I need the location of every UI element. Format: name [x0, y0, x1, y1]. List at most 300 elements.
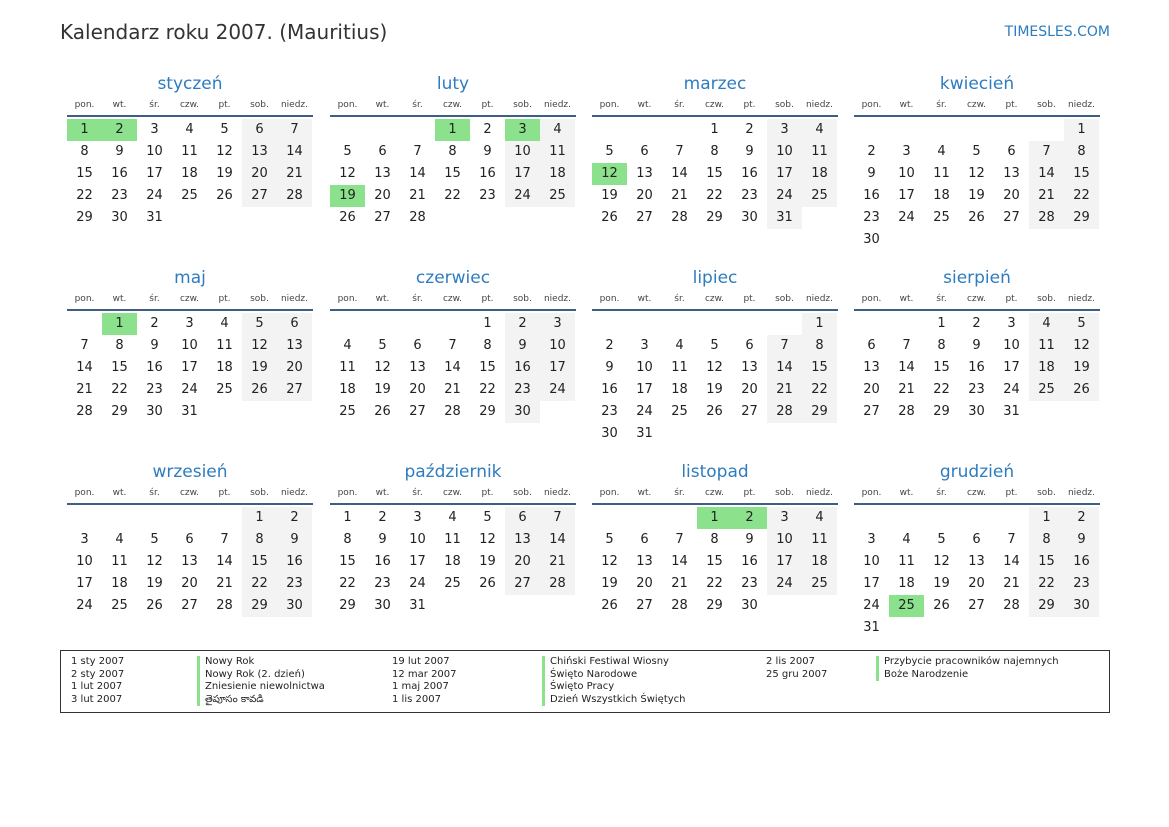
- day-cell: 10: [76, 554, 93, 569]
- day-cell: 30: [146, 404, 163, 419]
- day-cell: 20: [636, 576, 653, 591]
- day-cell: 24: [1003, 382, 1020, 397]
- day-cell: 10: [863, 554, 880, 569]
- day-cell: 14: [216, 554, 233, 569]
- weekday-label: sob.: [513, 488, 532, 498]
- empty-cell: [697, 313, 732, 335]
- day-cell: 24: [409, 576, 426, 591]
- day-cell: 5: [972, 144, 981, 159]
- day-cell: 14: [76, 360, 93, 375]
- day-cell: 27: [636, 210, 653, 225]
- weekday-label: sob.: [1037, 100, 1056, 110]
- day-cell: 11: [444, 532, 461, 547]
- month-calendar: [854, 461, 1100, 639]
- month-calendar: [854, 73, 1100, 251]
- day-cell: 21: [1003, 576, 1020, 591]
- weekday-label: sob.: [250, 100, 269, 110]
- day-cell: 7: [413, 144, 422, 159]
- day-cell: 20: [505, 551, 540, 573]
- day-cell: 23: [968, 382, 985, 397]
- day-cell: 6: [505, 507, 540, 529]
- month-calendar: [67, 461, 313, 617]
- day-cell: 11: [671, 360, 688, 375]
- legend-date: 2 sty 2007: [71, 668, 125, 680]
- day-cell: 22: [339, 576, 356, 591]
- month-name: czerwiec: [415, 268, 491, 288]
- day-cell: 5: [242, 313, 277, 335]
- day-cell: 15: [706, 166, 723, 181]
- day-grid: [67, 117, 313, 229]
- day-cell: 12: [933, 554, 950, 569]
- day-cell: 30: [505, 401, 540, 423]
- day-cell: 18: [1029, 357, 1064, 379]
- empty-cell: [1029, 119, 1064, 141]
- day-cell: 21: [216, 576, 233, 591]
- day-cell: 3: [867, 532, 876, 547]
- day-cell: 21: [1029, 185, 1064, 207]
- day-cell: 3: [640, 338, 649, 353]
- legend-date: 25 gru 2007: [766, 668, 828, 680]
- day-cell: 2: [102, 119, 137, 141]
- day-cell: 2: [378, 510, 387, 525]
- day-cell: 20: [374, 188, 391, 203]
- day-cell: 10: [898, 166, 915, 181]
- legend-date: 1 lut 2007: [71, 681, 123, 693]
- day-grid: [67, 505, 313, 617]
- weekday-label: sob.: [1037, 488, 1056, 498]
- day-cell: 25: [933, 210, 950, 225]
- day-cell: 6: [867, 338, 876, 353]
- month-calendar: [592, 461, 838, 617]
- day-cell: 4: [115, 532, 124, 547]
- weekday-label: pt.: [218, 294, 231, 304]
- day-cell: 19: [216, 166, 233, 181]
- page-title: Kalendarz roku 2007. (Mauritius): [60, 20, 388, 44]
- weekday-label: pt.: [1005, 100, 1018, 110]
- month-calendar: [330, 73, 576, 229]
- weekday-header: [592, 485, 838, 505]
- day-cell: 25: [889, 595, 924, 617]
- day-cell: 30: [968, 404, 985, 419]
- day-cell: 27: [181, 598, 198, 613]
- weekday-label: czw.: [966, 488, 987, 498]
- weekday-label: pon.: [861, 488, 882, 498]
- day-cell: 8: [115, 338, 124, 353]
- empty-cell: [662, 507, 697, 529]
- day-cell: 3: [767, 507, 802, 529]
- day-cell: 29: [802, 401, 837, 423]
- day-cell: 5: [1064, 313, 1099, 335]
- empty-cell: [207, 507, 242, 529]
- legend-holiday-name: Nowy Rok: [197, 656, 325, 669]
- day-cell: 9: [745, 144, 754, 159]
- day-grid: [67, 311, 313, 423]
- day-cell: 10: [181, 338, 198, 353]
- day-cell: 30: [277, 595, 312, 617]
- empty-cell: [994, 119, 1029, 141]
- day-cell: 5: [150, 532, 159, 547]
- day-cell: 8: [483, 338, 492, 353]
- weekday-label: śr.: [149, 488, 160, 498]
- month-name: styczeń: [157, 74, 223, 94]
- weekday-label: czw.: [442, 100, 463, 110]
- day-cell: 9: [115, 144, 124, 159]
- day-cell: 17: [767, 551, 802, 573]
- legend-holiday-name: Święto Narodowe: [542, 669, 686, 682]
- day-cell: 20: [863, 382, 880, 397]
- legend-date: 1 lis 2007: [392, 693, 441, 705]
- day-cell: 8: [710, 144, 719, 159]
- day-cell: 25: [339, 404, 356, 419]
- day-cell: 1: [802, 313, 837, 335]
- day-cell: 21: [671, 576, 688, 591]
- day-cell: 2: [277, 507, 312, 529]
- weekday-label: śr.: [149, 294, 160, 304]
- day-cell: 22: [111, 382, 128, 397]
- month-calendar: [592, 267, 838, 445]
- empty-cell: [67, 507, 102, 529]
- day-cell: 27: [741, 404, 758, 419]
- day-cell: 26: [601, 598, 618, 613]
- day-cell: 31: [636, 426, 653, 441]
- day-cell: 16: [146, 360, 163, 375]
- month-name: listopad: [681, 462, 749, 482]
- empty-cell: [592, 119, 627, 141]
- weekday-label: czw.: [179, 294, 200, 304]
- day-cell: 5: [605, 532, 614, 547]
- day-cell: 2: [483, 122, 492, 137]
- day-cell: 12: [706, 360, 723, 375]
- day-cell: 29: [1064, 207, 1099, 229]
- empty-cell: [102, 507, 137, 529]
- day-cell: 5: [710, 338, 719, 353]
- day-cell: 9: [605, 360, 614, 375]
- day-cell: 20: [409, 382, 426, 397]
- weekday-label: pt.: [481, 488, 494, 498]
- weekday-label: czw.: [704, 100, 725, 110]
- weekday-label: pt.: [481, 100, 494, 110]
- month-calendar: [330, 461, 576, 617]
- day-cell: 13: [968, 554, 985, 569]
- day-cell: 16: [968, 360, 985, 375]
- day-cell: 1: [697, 507, 732, 529]
- day-grid: [854, 117, 1100, 251]
- day-cell: 24: [767, 185, 802, 207]
- day-cell: 9: [483, 144, 492, 159]
- weekday-label: pt.: [1005, 294, 1018, 304]
- day-cell: 5: [483, 510, 492, 525]
- day-cell: 14: [540, 529, 575, 551]
- day-cell: 25: [181, 188, 198, 203]
- day-cell: 6: [413, 338, 422, 353]
- day-cell: 13: [242, 141, 277, 163]
- day-cell: 10: [409, 532, 426, 547]
- day-cell: 30: [374, 598, 391, 613]
- day-grid: [854, 311, 1100, 423]
- day-cell: 9: [745, 532, 754, 547]
- legend-holiday-name: Dzień Wszystkich Świętych: [542, 694, 686, 707]
- day-cell: 17: [540, 357, 575, 379]
- day-grid: [592, 311, 838, 445]
- weekday-label: pon.: [337, 294, 358, 304]
- day-cell: 30: [741, 210, 758, 225]
- day-cell: 9: [972, 338, 981, 353]
- day-cell: 13: [409, 360, 426, 375]
- empty-cell: [732, 313, 767, 335]
- weekday-label: śr.: [412, 100, 423, 110]
- day-cell: 28: [409, 210, 426, 225]
- day-grid: [854, 505, 1100, 639]
- weekday-label: wt.: [899, 488, 914, 498]
- day-cell: 23: [741, 576, 758, 591]
- day-cell: 13: [374, 166, 391, 181]
- day-grid: [592, 117, 838, 229]
- day-cell: 21: [76, 382, 93, 397]
- weekday-label: pt.: [1005, 488, 1018, 498]
- day-cell: 24: [863, 598, 880, 613]
- weekday-label: śr.: [149, 100, 160, 110]
- brand-link[interactable]: TIMESLES.COM: [1004, 24, 1110, 40]
- day-cell: 22: [706, 188, 723, 203]
- day-cell: 29: [76, 210, 93, 225]
- weekday-label: niedz.: [805, 294, 834, 304]
- day-cell: 10: [767, 141, 802, 163]
- day-cell: 21: [444, 382, 461, 397]
- day-cell: 13: [277, 335, 312, 357]
- day-cell: 22: [242, 573, 277, 595]
- day-cell: 4: [802, 507, 837, 529]
- day-cell: 11: [933, 166, 950, 181]
- weekday-header: [67, 97, 313, 117]
- day-cell: 26: [706, 404, 723, 419]
- day-cell: 13: [636, 554, 653, 569]
- day-cell: 17: [146, 166, 163, 181]
- day-cell: 16: [741, 166, 758, 181]
- weekday-label: śr.: [936, 488, 947, 498]
- day-cell: 12: [1064, 335, 1099, 357]
- weekday-label: pt.: [218, 100, 231, 110]
- weekday-label: wt.: [637, 488, 652, 498]
- day-cell: 27: [968, 598, 985, 613]
- day-cell: 3: [80, 532, 89, 547]
- day-cell: 11: [802, 529, 837, 551]
- day-cell: 18: [444, 554, 461, 569]
- weekday-label: niedz.: [805, 100, 834, 110]
- weekday-label: pon.: [74, 488, 95, 498]
- day-cell: 1: [710, 122, 719, 137]
- day-grid: [330, 505, 576, 617]
- day-cell: 5: [937, 532, 946, 547]
- legend-names-3: [876, 656, 1059, 681]
- day-cell: 27: [242, 185, 277, 207]
- day-cell: 1: [435, 119, 470, 141]
- day-cell: 21: [671, 188, 688, 203]
- month-calendar: [592, 73, 838, 229]
- day-cell: 1: [937, 316, 946, 331]
- weekday-label: sob.: [250, 488, 269, 498]
- weekday-header: [592, 291, 838, 311]
- day-cell: 10: [767, 529, 802, 551]
- month-calendar: [67, 73, 313, 229]
- day-cell: 25: [671, 404, 688, 419]
- day-cell: 12: [968, 166, 985, 181]
- day-cell: 1: [1029, 507, 1064, 529]
- day-cell: 21: [540, 551, 575, 573]
- day-cell: 19: [601, 188, 618, 203]
- weekday-label: czw.: [966, 294, 987, 304]
- day-cell: 19: [479, 554, 496, 569]
- day-cell: 3: [902, 144, 911, 159]
- day-cell: 31: [409, 598, 426, 613]
- empty-cell: [854, 507, 889, 529]
- legend-names-1: [197, 656, 325, 706]
- day-cell: 27: [374, 210, 391, 225]
- day-cell: 24: [636, 404, 653, 419]
- day-cell: 11: [802, 141, 837, 163]
- legend-dates-1: [71, 656, 124, 706]
- empty-cell: [592, 313, 627, 335]
- day-cell: 16: [479, 166, 496, 181]
- day-cell: 28: [540, 573, 575, 595]
- day-cell: 16: [111, 166, 128, 181]
- day-cell: 24: [505, 185, 540, 207]
- day-cell: 27: [636, 598, 653, 613]
- day-cell: 17: [863, 576, 880, 591]
- month-name: październik: [404, 462, 502, 482]
- day-cell: 29: [706, 598, 723, 613]
- day-cell: 24: [76, 598, 93, 613]
- day-cell: 27: [863, 404, 880, 419]
- month-name: marzec: [683, 74, 747, 94]
- day-cell: 21: [277, 163, 312, 185]
- weekday-header: [67, 291, 313, 311]
- legend-date: 2 lis 2007: [766, 656, 815, 667]
- day-cell: 22: [1064, 185, 1099, 207]
- legend-dates-3: [766, 656, 827, 681]
- day-cell: 8: [710, 532, 719, 547]
- day-cell: 29: [242, 595, 277, 617]
- weekday-label: pon.: [599, 100, 620, 110]
- weekday-label: pon.: [599, 294, 620, 304]
- empty-cell: [400, 119, 435, 141]
- weekday-header: [854, 485, 1100, 505]
- day-cell: 3: [413, 510, 422, 525]
- weekday-label: pon.: [74, 294, 95, 304]
- empty-cell: [400, 313, 435, 335]
- day-cell: 11: [1029, 335, 1064, 357]
- month-name: maj: [174, 268, 206, 288]
- day-cell: 2: [605, 338, 614, 353]
- weekday-label: śr.: [412, 294, 423, 304]
- legend-holiday-name: Chiński Festiwal Wiosny: [542, 656, 686, 669]
- weekday-label: niedz.: [280, 100, 309, 110]
- legend-holiday-name: తైపూసం కావడి: [197, 694, 325, 707]
- weekday-label: sob.: [250, 294, 269, 304]
- day-cell: 17: [767, 163, 802, 185]
- day-cell: 2: [732, 507, 767, 529]
- day-cell: 26: [339, 210, 356, 225]
- day-cell: 22: [479, 382, 496, 397]
- legend-holiday-name: Zniesienie niewolnictwa: [197, 681, 325, 694]
- day-cell: 11: [540, 141, 575, 163]
- empty-cell: [627, 119, 662, 141]
- day-cell: 8: [802, 335, 837, 357]
- empty-cell: [67, 313, 102, 335]
- day-cell: 19: [706, 382, 723, 397]
- day-cell: 18: [339, 382, 356, 397]
- day-cell: 18: [216, 360, 233, 375]
- day-cell: 15: [933, 360, 950, 375]
- day-cell: 13: [863, 360, 880, 375]
- weekday-label: śr.: [412, 488, 423, 498]
- day-cell: 1: [483, 316, 492, 331]
- month-name: grudzień: [939, 462, 1015, 482]
- empty-cell: [889, 313, 924, 335]
- day-cell: 14: [898, 360, 915, 375]
- day-cell: 25: [540, 185, 575, 207]
- day-cell: 14: [277, 141, 312, 163]
- day-cell: 26: [968, 210, 985, 225]
- day-cell: 22: [802, 379, 837, 401]
- day-cell: 19: [374, 382, 391, 397]
- day-cell: 19: [933, 576, 950, 591]
- weekday-label: pon.: [861, 294, 882, 304]
- weekday-label: śr.: [674, 294, 685, 304]
- day-grid: [592, 505, 838, 617]
- day-cell: 7: [220, 532, 229, 547]
- day-cell: 11: [181, 144, 198, 159]
- day-cell: 19: [601, 576, 618, 591]
- weekday-label: sob.: [775, 100, 794, 110]
- day-cell: 28: [1029, 207, 1064, 229]
- day-grid: [330, 311, 576, 423]
- empty-cell: [627, 313, 662, 335]
- legend-holiday-name: Święto Pracy: [542, 681, 686, 694]
- day-cell: 28: [1003, 598, 1020, 613]
- month-calendar: [67, 267, 313, 423]
- weekday-label: sob.: [513, 100, 532, 110]
- day-cell: 22: [76, 188, 93, 203]
- day-cell: 19: [330, 185, 365, 207]
- weekday-label: wt.: [112, 294, 127, 304]
- weekday-label: wt.: [375, 488, 390, 498]
- day-cell: 28: [444, 404, 461, 419]
- day-cell: 23: [1064, 573, 1099, 595]
- day-cell: 14: [1003, 554, 1020, 569]
- day-cell: 8: [343, 532, 352, 547]
- day-cell: 3: [505, 119, 540, 141]
- day-cell: 5: [605, 144, 614, 159]
- weekday-label: czw.: [442, 294, 463, 304]
- weekday-label: pt.: [743, 488, 756, 498]
- weekday-label: śr.: [936, 100, 947, 110]
- day-cell: 26: [601, 210, 618, 225]
- weekday-label: niedz.: [543, 488, 572, 498]
- day-cell: 16: [277, 551, 312, 573]
- day-cell: 17: [636, 382, 653, 397]
- day-cell: 24: [540, 379, 575, 401]
- day-cell: 16: [374, 554, 391, 569]
- day-cell: 25: [1029, 379, 1064, 401]
- weekday-label: pt.: [743, 100, 756, 110]
- weekday-label: sob.: [775, 488, 794, 498]
- day-cell: 2: [150, 316, 159, 331]
- day-cell: 30: [601, 426, 618, 441]
- weekday-label: śr.: [936, 294, 947, 304]
- legend-names-2: [542, 656, 686, 706]
- weekday-label: wt.: [637, 294, 652, 304]
- day-cell: 15: [339, 554, 356, 569]
